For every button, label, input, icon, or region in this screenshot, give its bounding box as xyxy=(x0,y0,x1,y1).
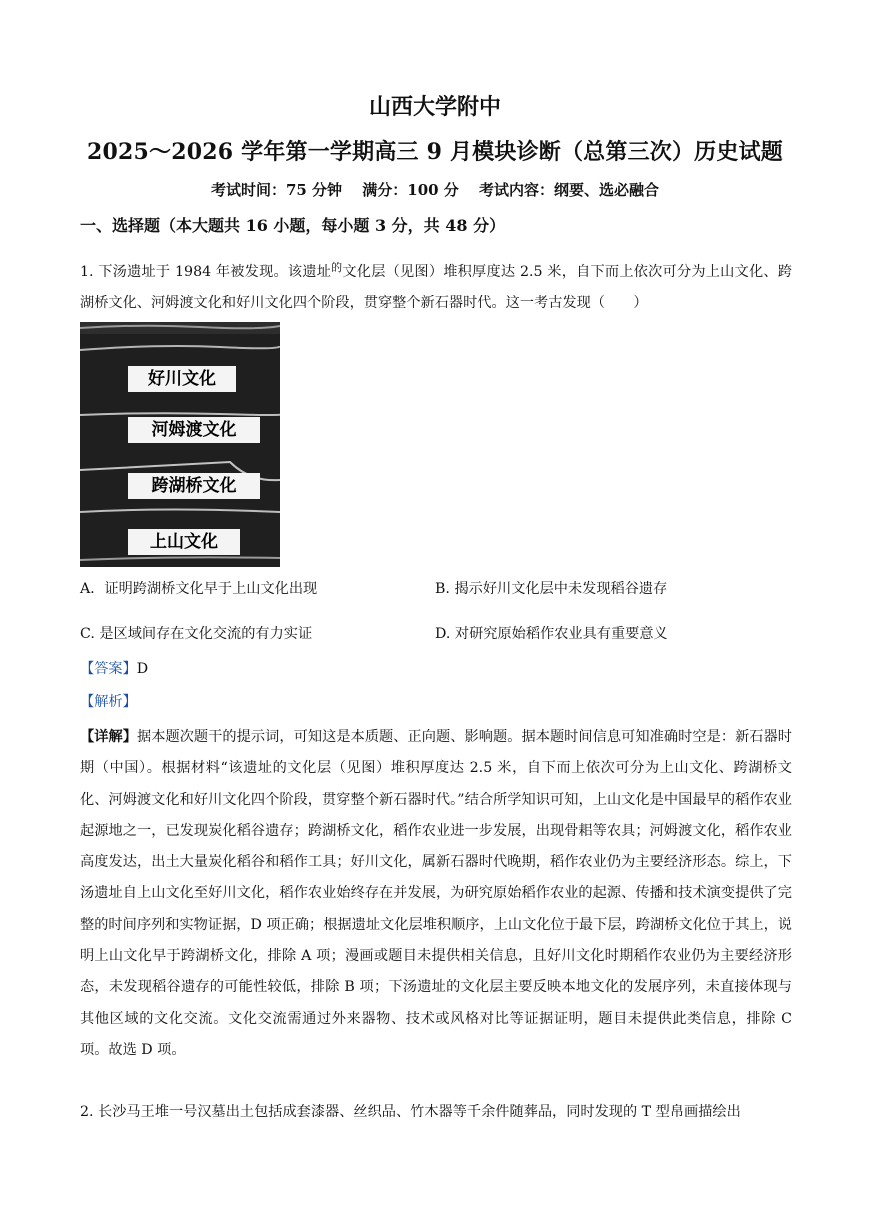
section-heading: 一、选择题（本大题共 16 小题，每小题 3 分，共 48 分） xyxy=(80,216,506,235)
figure-label-hemudu: 河姆渡文化 xyxy=(128,417,260,443)
question-1-stem xyxy=(80,252,792,320)
exam-title: 2025～2026 学年第一学期高三 9 月模块诊断（总第三次）历史试题 xyxy=(87,139,783,165)
detail-tag: 【详解】 xyxy=(80,729,137,745)
option-c: C. 是区域间存在文化交流的有力实证 xyxy=(80,626,313,642)
question-1-stem-superscript: 的 xyxy=(331,261,343,274)
option-b: B. 揭示好川文化层中未发现稻谷遗存 xyxy=(435,581,668,597)
question-2-stem: 2. 长沙马王堆一号汉墓出土包括成套漆器、丝织品、竹木器等千余件随葬品，同时发现的 T 型帛画描绘出 xyxy=(80,1104,741,1120)
question-1-stem-part1: 1. 下汤遗址于 1984 年被发现。该遗址 xyxy=(80,264,332,280)
detail-text: 据本题次题干的提示词，可知这是本质题、正向题、影响题。据本题时间信息可知准确时空是：新石器时期（中国）。根据材料“该遗址的文化层（见图）堆积厚度达 2.5 米，自下而上依次可分为上山文化、跨湖桥文化、河姆渡文化和好川文化四个阶段，贯穿整个新石器时代。”结合所学知识可知，上山文化是中国最早的稻作农业起源地之一，已发现炭化稻谷遗存；跨湖桥文化，稻作农业进一步发展，出现骨耜等农具；河姆渡文化，稻作农业高度发达，出土大量炭化稻谷和稻作工具；好川文化，属新石器时代晚期，稻作农业仍为主要经济形态。综上，下汤遗址自上山文化至好川文化，稻作农业始终存在并发展，为研究原始稻作农业的起源、传播和技术演变提供了完整的时间序列和实物证据，D 项正确；根据遗址文化层堆积顺序，上山文化位于最下层，跨湖桥文化位于其上，说明上山文化早于跨湖桥文化，排除 A 项；漫画或题目未提供相关信息，且好川文化时期稻作农业仍为主要经济形态，未发现稻谷遗存的可能性较低，排除 B 项；下汤遗址的文化层主要反映本地文化的发展序列，未直接体现与其他区域的文化交流。文化交流需通过外来器物、技术或风格对比等证据证明，题目未提供此类信息，排除 C 项。故选 D 项。 xyxy=(80,729,792,1058)
figure-label-shangshan: 上山文化 xyxy=(128,529,240,555)
archaeology-strata-figure xyxy=(80,322,280,567)
figure-label-kuahuqiao: 跨湖桥文化 xyxy=(128,473,260,499)
exam-info: 考试时间：75 分钟 满分：100 分 考试内容：纲要、选必融合 xyxy=(210,181,660,199)
question-1-stem-part2: 文化层（见图）堆积厚度达 2.5 米，自下而上依次可分为上山文化、跨湖桥文化、河姆渡文化和好川文化四个阶段，贯穿整个新石器时代。这一考古发现（ ） xyxy=(80,264,792,312)
answer-tag: 【答案】 xyxy=(80,661,137,677)
option-a: A．证明跨湖桥文化早于上山文化出现 xyxy=(80,581,318,597)
analysis-heading xyxy=(80,691,137,711)
detailed-explanation xyxy=(80,722,792,1066)
option-d: D. 对研究原始稻作农业具有重要意义 xyxy=(435,626,668,642)
answer-value: D xyxy=(136,661,149,677)
school-name: 山西大学附中 xyxy=(368,94,501,120)
analysis-tag: 【解析】 xyxy=(80,694,137,710)
answer-line xyxy=(80,658,148,678)
figure-label-haochuan: 好川文化 xyxy=(128,366,236,392)
